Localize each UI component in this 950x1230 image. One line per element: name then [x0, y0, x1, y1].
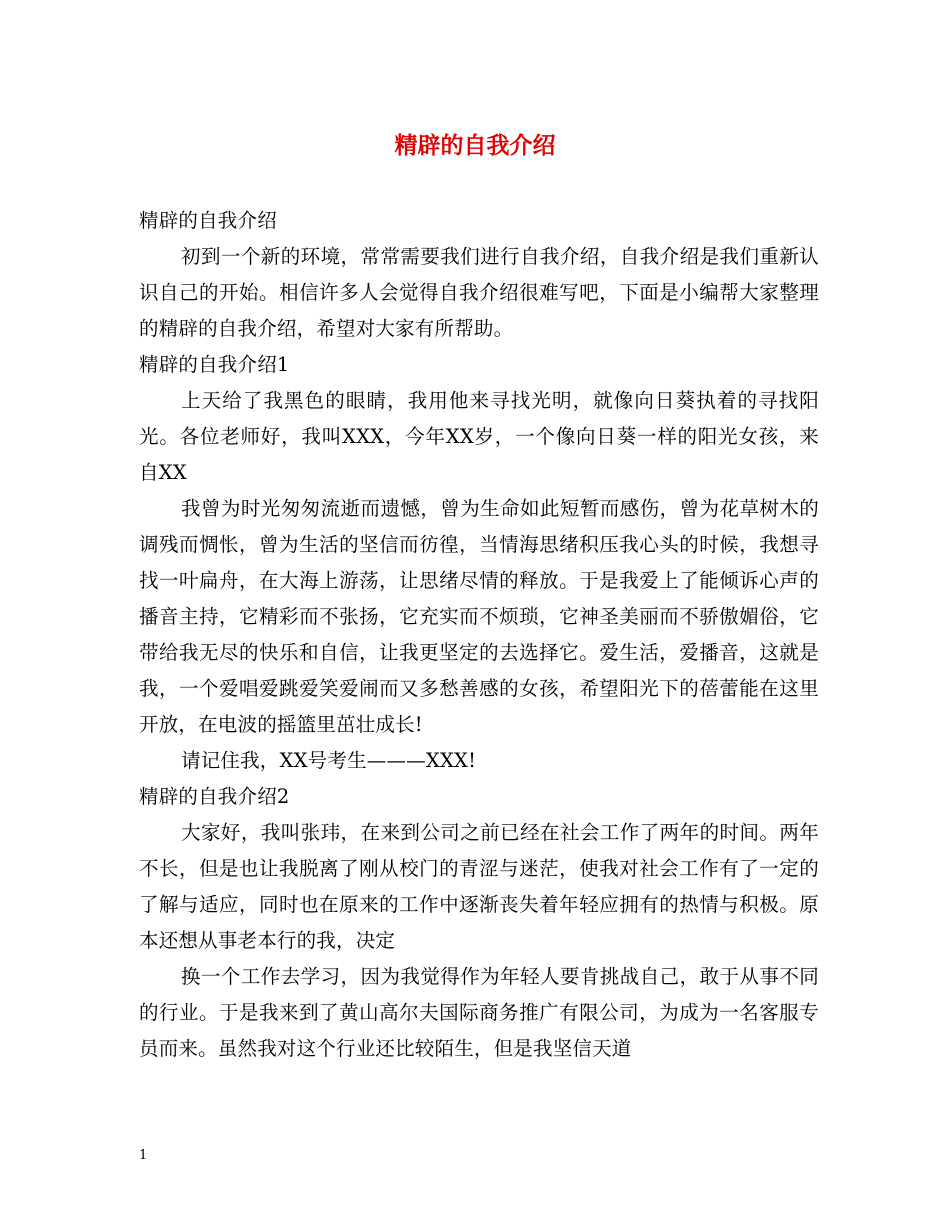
document-title: 精辟的自我介绍 [394, 132, 556, 159]
paragraph: 初到一个新的环境，常常需要我们进行自我介绍，自我介绍是我们重新认识自己的开始。相信许多人会觉得自我介绍很难写吧，下面是小编帮大家整理的精辟的自我介绍，希望对大家有所帮助。 [139, 245, 819, 340]
section-heading: 精辟的自我介绍2 [139, 785, 290, 808]
page-number: 1 [139, 1148, 148, 1163]
paragraph: 我曾为时光匆匆流逝而遗憾，曾为生命如此短暂而感伤，曾为花草树木的调残而惆怅，曾为生活的坚信而彷徨，当情海思绪积压我心头的时候，我想寻找一叶扁舟，在大海上游荡，让思绪尽情的释放。于是我爱上了能倾诉心声的播音主持，它精彩而不张扬，它充实而不烦琐，它神圣美丽而不骄傲媚俗，它带给我无尽的快乐和自信，让我更坚定的去选择它。爱生活，爱播音，这就是我，一个爱唱爱跳爱笑爱闹而又多愁善感的女孩，希望阳光下的蓓蕾能在这里开放，在电波的摇篮里茁壮成长! [139, 497, 819, 736]
paragraph: 请记住我，XX号考生———XXX! [181, 749, 477, 772]
paragraph: 上天给了我黑色的眼睛，我用他来寻找光明，就像向日葵执着的寻找阳光。各位老师好，我叫XXX，今年XX岁，一个像向日葵一样的阳光女孩，来自XX [139, 389, 819, 484]
section-heading: 精辟的自我介绍 [139, 209, 277, 232]
paragraph: 大家好，我叫张玮，在来到公司之前已经在社会工作了两年的时间。两年不长，但是也让我脱离了刚从校门的青涩与迷茫，使我对社会工作有了一定的了解与适应，同时也在原来的工作中逐渐丧失着年轻应拥有的热情与积极。原本还想从事老本行的我，决定 [139, 821, 819, 952]
document-body [139, 203, 819, 1067]
paragraph: 换一个工作去学习，因为我觉得作为年轻人要肯挑战自己，敢于从事不同的行业。于是我来到了黄山高尔夫国际商务推广有限公司，为成为一名客服专员而来。虽然我对这个行业还比较陌生，但是我坚信天道 [139, 965, 819, 1060]
section-heading: 精辟的自我介绍1 [139, 353, 290, 376]
